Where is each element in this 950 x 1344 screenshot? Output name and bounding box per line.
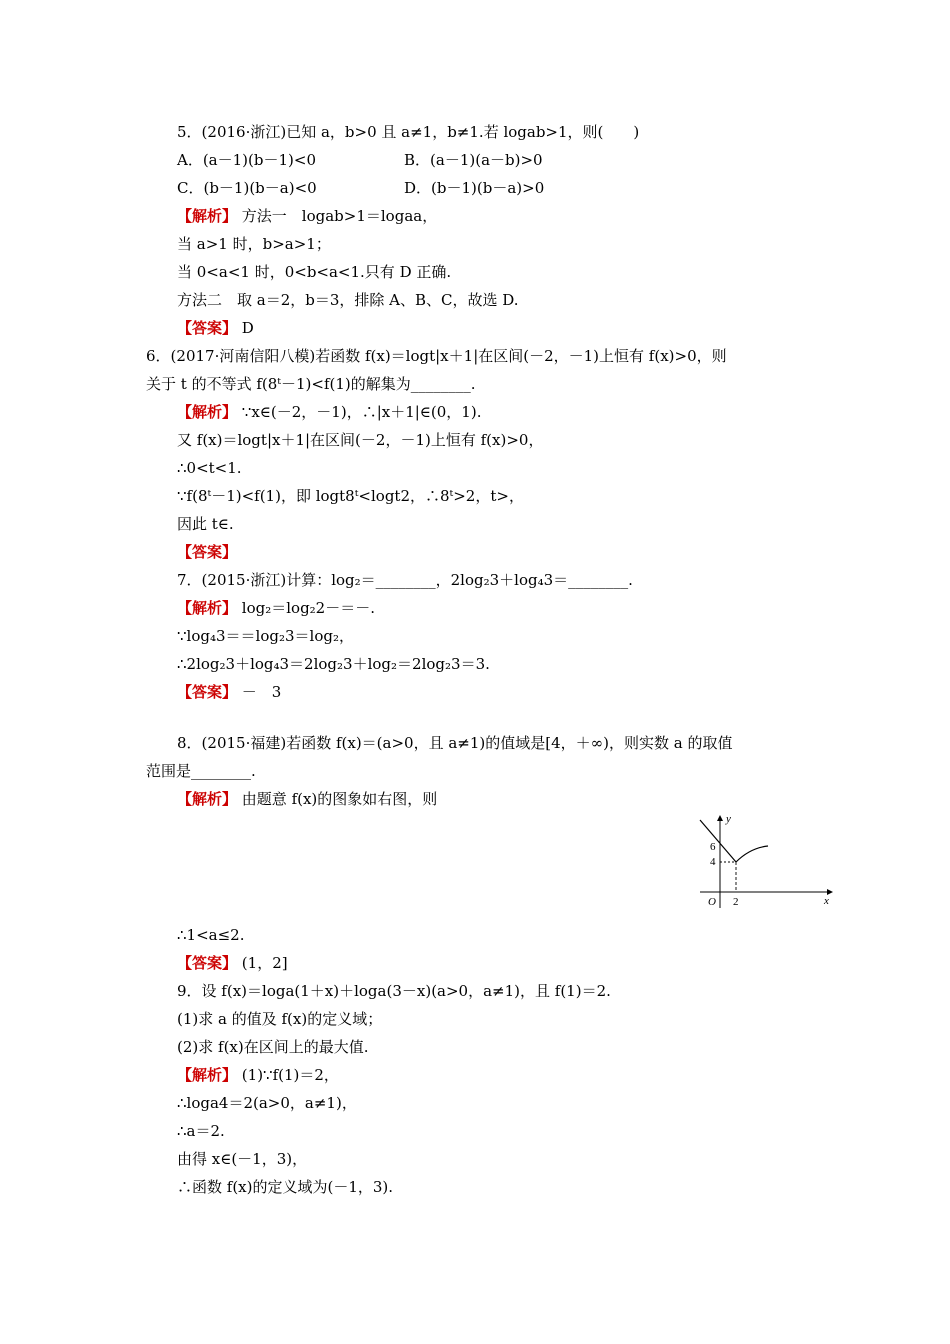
analysis-text: ∴a＝2.	[177, 1122, 225, 1140]
answer-tag: 【答案】	[177, 954, 238, 972]
analysis-text: 由得 x∈(－1，3)，	[177, 1150, 308, 1168]
analysis-tag: 【解析】	[177, 599, 238, 617]
x-axis-label: x	[824, 895, 829, 907]
problem-7-analysis-line	[177, 598, 375, 618]
problem-6-answer-line	[177, 542, 237, 562]
answer-tag: 【答案】	[177, 683, 238, 701]
answer-text: (1，2]	[241, 954, 288, 972]
problem-5-answer-line	[177, 318, 254, 338]
analysis-text: 因此 t∈.	[177, 515, 234, 533]
analysis-tag: 【解析】	[177, 1066, 238, 1084]
problem-8-answer-line	[177, 953, 288, 973]
problem-7-answer-line	[177, 682, 281, 702]
analysis-text: 方法一 logab>1＝logaa，	[241, 207, 438, 225]
analysis-text: 由题意 f(x)的图象如右图，则	[241, 790, 438, 808]
origin-label: O	[708, 896, 716, 908]
problem-5-stem: 5．(2016·浙江)已知 a，b>0 且 a≠1，b≠1.若 logab>1，则( )	[177, 123, 640, 141]
analysis-text: ∵log₄3＝＝log₂3＝log₂，	[177, 627, 354, 645]
problem-9-question-2: (2)求 f(x)在区间上的最大值.	[177, 1038, 369, 1056]
problem-6-stem: 关于 t 的不等式 f(8ᵗ－1)<f(1)的解集为________.	[146, 375, 476, 393]
problem-9-analysis-line	[177, 1065, 339, 1085]
problem-6-stem: 6．(2017·河南信阳八模)若函数 f(x)＝logt|x＋1|在区间(－2，－1)上恒有 f(x)>0，则	[146, 347, 727, 365]
problem-5-option-c: C．(b－1)(b－a)<0	[177, 179, 317, 197]
tick-label-4: 4	[710, 856, 716, 868]
tick-label-6: 6	[710, 841, 716, 853]
problem-9-question-1: (1)求 a 的值及 f(x)的定义域；	[177, 1010, 383, 1028]
analysis-tag: 【解析】	[177, 403, 238, 421]
analysis-text: (1)∵f(1)＝2，	[241, 1066, 339, 1084]
analysis-text: ∴2log₂3＋log₄3＝2log₂3＋log₂＝2log₂3＝3.	[177, 655, 490, 673]
tick-label-2: 2	[733, 896, 739, 908]
analysis-tag: 【解析】	[177, 790, 238, 808]
analysis-tag: 【解析】	[177, 207, 238, 225]
analysis-text: ∴loga4＝2(a>0，a≠1)，	[177, 1094, 357, 1112]
problem-8-analysis-line	[177, 789, 437, 809]
problem-6-analysis-line	[177, 402, 481, 422]
analysis-text: 又 f(x)＝logt|x＋1|在区间(－2，－1)上恒有 f(x)>0，	[177, 431, 544, 449]
analysis-text: ∴函数 f(x)的定义域为(－1，3).	[177, 1178, 394, 1196]
problem-5-option-a: A．(a－1)(b－1)<0	[177, 151, 316, 169]
problem-9-stem: 9．设 f(x)＝loga(1＋x)＋loga(3－x)(a>0，a≠1)，且 f(1)＝2.	[177, 982, 611, 1000]
answer-tag: 【答案】	[177, 319, 238, 337]
y-axis-label: y	[726, 813, 731, 825]
problem-8-stem: 8．(2015·福建)若函数 f(x)＝(a>0，且 a≠1)的值域是[4，＋∞)，则实数 a 的取值	[177, 734, 733, 752]
problem-5-analysis-line	[177, 206, 437, 226]
problem-5-option-b: B．(a－1)(a－b)>0	[404, 151, 543, 169]
analysis-text: ∵x∈(－2，－1)，∴|x＋1|∈(0，1).	[241, 403, 482, 421]
answer-tag: 【答案】	[177, 543, 238, 561]
analysis-text: 当 a>1 时，b>a>1；	[177, 235, 331, 253]
problem-8-stem: 范围是________.	[146, 762, 256, 780]
problem-7-stem: 7．(2015·浙江)计算：log₂＝________，2log₂3＋log₄3＝________.	[177, 571, 633, 589]
function-graph-figure	[692, 810, 842, 912]
answer-text: － 3	[241, 683, 282, 701]
analysis-text: ∵f(8ᵗ－1)<f(1)，即 logt8ᵗ<logt2，∴8ᵗ>2，t>，	[177, 487, 524, 505]
analysis-text: ∴0<t<1.	[177, 459, 242, 477]
analysis-text: log₂＝log₂2－＝－.	[241, 599, 375, 617]
analysis-text: ∴1<a≤2.	[177, 926, 245, 944]
line-segment	[700, 820, 736, 862]
log-curve	[736, 846, 768, 862]
analysis-text: 当 0<a<1 时，0<b<a<1.只有 D 正确.	[177, 263, 452, 281]
analysis-text: 方法二 取 a＝2，b＝3，排除 A、B、C，故选 D.	[177, 291, 519, 309]
problem-5-option-d: D．(b－1)(b－a)>0	[404, 179, 545, 197]
answer-text: D	[241, 319, 254, 337]
